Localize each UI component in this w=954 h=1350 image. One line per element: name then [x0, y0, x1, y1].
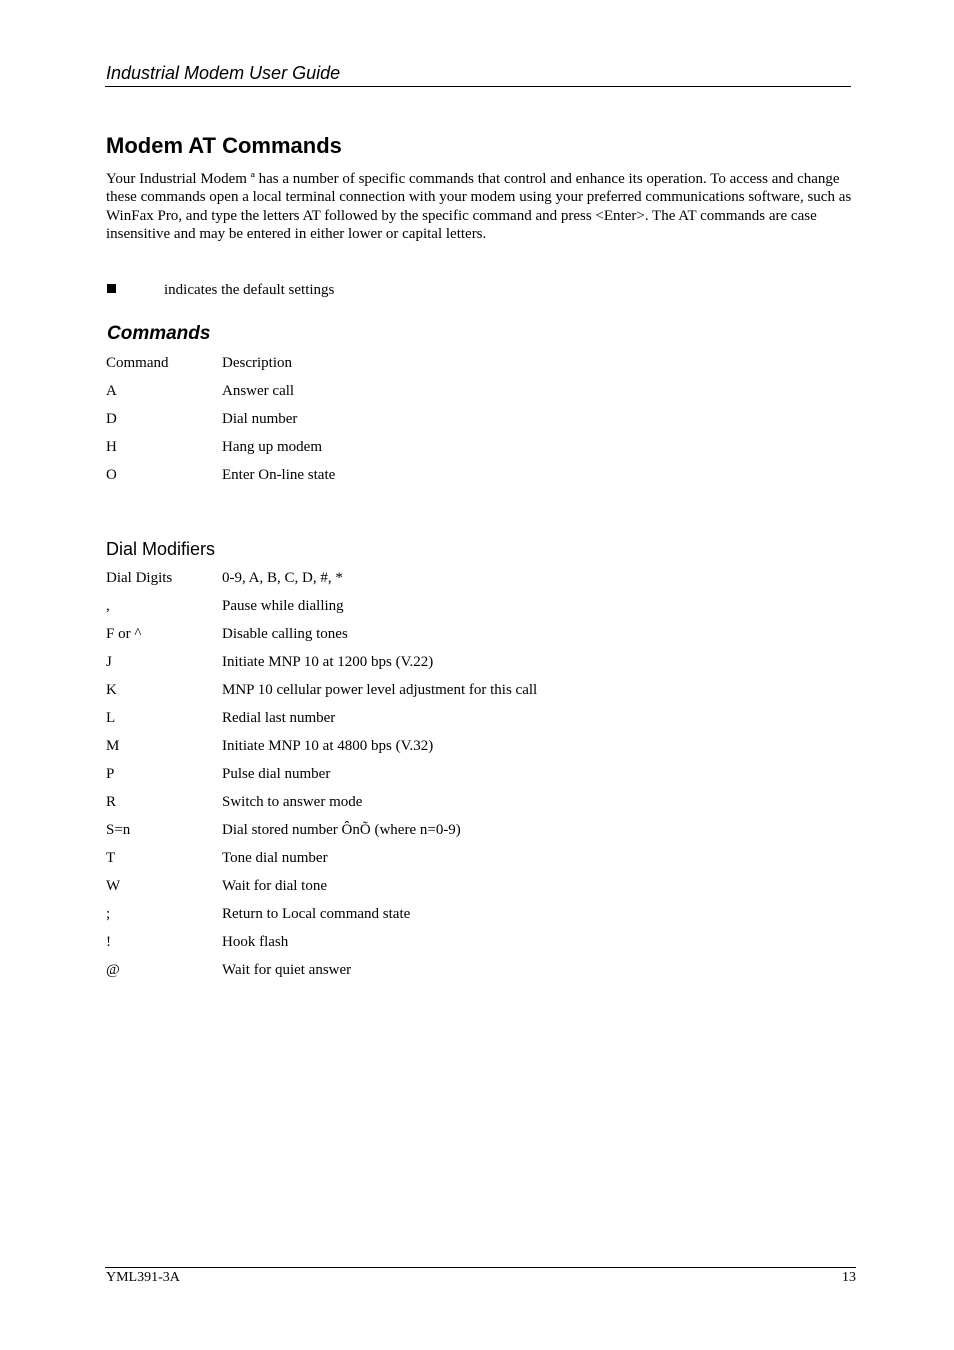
modifier-description: Tone dial number: [222, 850, 328, 866]
modifier-key: Dial Digits: [106, 570, 173, 586]
filled-square-icon: [107, 284, 116, 293]
modifier-key: T: [106, 850, 116, 866]
page-title: Modem AT Commands: [106, 133, 342, 158]
modifier-description: Wait for quiet answer: [222, 962, 352, 978]
modifier-key: !: [106, 934, 111, 950]
table-row: [106, 766, 806, 794]
command-code: H: [106, 439, 117, 455]
modifier-description: Return to Local command state: [222, 906, 411, 922]
modifier-key: R: [106, 794, 117, 810]
table-row: [106, 411, 806, 439]
dial-modifiers-heading: Dial Modifiers: [106, 539, 216, 559]
modifier-key: @: [106, 962, 120, 978]
page-number: 13: [842, 1270, 856, 1285]
modifier-key: F or ^: [106, 626, 142, 642]
column-header-command: Command: [106, 355, 169, 371]
modifier-description: Initiate MNP 10 at 1200 bps (V.22): [222, 654, 434, 670]
modifier-key: P: [106, 766, 115, 782]
table-row: [106, 439, 806, 467]
table-row: [106, 467, 806, 495]
command-code: D: [106, 411, 117, 427]
modifier-description: Pulse dial number: [222, 766, 331, 782]
modifier-description: Wait for dial tone: [222, 878, 328, 894]
table-row: [106, 626, 806, 654]
modifier-key: ;: [106, 906, 111, 922]
modifier-description: Initiate MNP 10 at 4800 bps (V.32): [222, 738, 434, 754]
table-row: [106, 850, 806, 878]
modifier-description: Pause while dialling: [222, 598, 344, 614]
modifier-description: Switch to answer mode: [222, 794, 363, 810]
table-row: [106, 570, 806, 598]
table-header-row: [106, 355, 806, 383]
page-footer: [105, 1267, 856, 1288]
table-row: [106, 710, 806, 738]
table-row: [106, 794, 806, 822]
modifier-description: 0-9, A, B, C, D, #, *: [222, 570, 343, 586]
table-row: [106, 598, 806, 626]
table-row: [106, 878, 806, 906]
modifier-key: S=n: [106, 822, 131, 838]
modifier-description: Dial stored number ÔnÕ (where n=0-9): [222, 822, 461, 838]
command-description: Answer call: [222, 383, 295, 399]
modifier-description: Redial last number: [222, 710, 336, 726]
command-code: A: [106, 383, 117, 399]
command-code: O: [106, 467, 117, 483]
modifier-description: Disable calling tones: [222, 626, 348, 642]
command-description: Hang up modem: [222, 439, 322, 455]
commands-heading: Commands: [107, 323, 211, 344]
modifier-description: MNP 10 cellular power level adjustment for this call: [222, 682, 538, 698]
table-row: [106, 654, 806, 682]
table-row: [106, 962, 806, 990]
dial-modifiers-table: [106, 570, 806, 990]
modifier-key: M: [106, 738, 120, 754]
table-row: [106, 682, 806, 710]
table-row: [106, 822, 806, 850]
document-id: YML391-3A: [106, 1270, 180, 1285]
modifier-key: L: [106, 710, 116, 726]
legend-text: indicates the default settings: [164, 282, 335, 298]
table-row: [106, 934, 806, 962]
modifier-description: Hook flash: [222, 934, 289, 950]
commands-table: [106, 355, 806, 495]
command-description: Enter On-line state: [222, 467, 336, 483]
intro-paragraph: Your Industrial Modem ª has a number of specific commands that control and enhance its operation. To access and change these commands open a local terminal connection with your modem using your preferred communications software, such as WinFax Pro, and type the letters AT followed by the specific command and press <Enter>. The AT commands are case insensitive and may be entered in either lower or capital letters.: [106, 171, 852, 242]
modifier-key: K: [106, 682, 117, 698]
page-header: [105, 62, 851, 87]
modifier-key: W: [106, 878, 121, 894]
table-row: [106, 906, 806, 934]
header-title: Industrial Modem User Guide: [106, 63, 341, 83]
modifier-key: ,: [106, 598, 110, 614]
command-description: Dial number: [222, 411, 298, 427]
table-row: [106, 738, 806, 766]
column-header-description: Description: [222, 355, 292, 371]
modifier-key: J: [106, 654, 112, 670]
table-row: [106, 383, 806, 411]
